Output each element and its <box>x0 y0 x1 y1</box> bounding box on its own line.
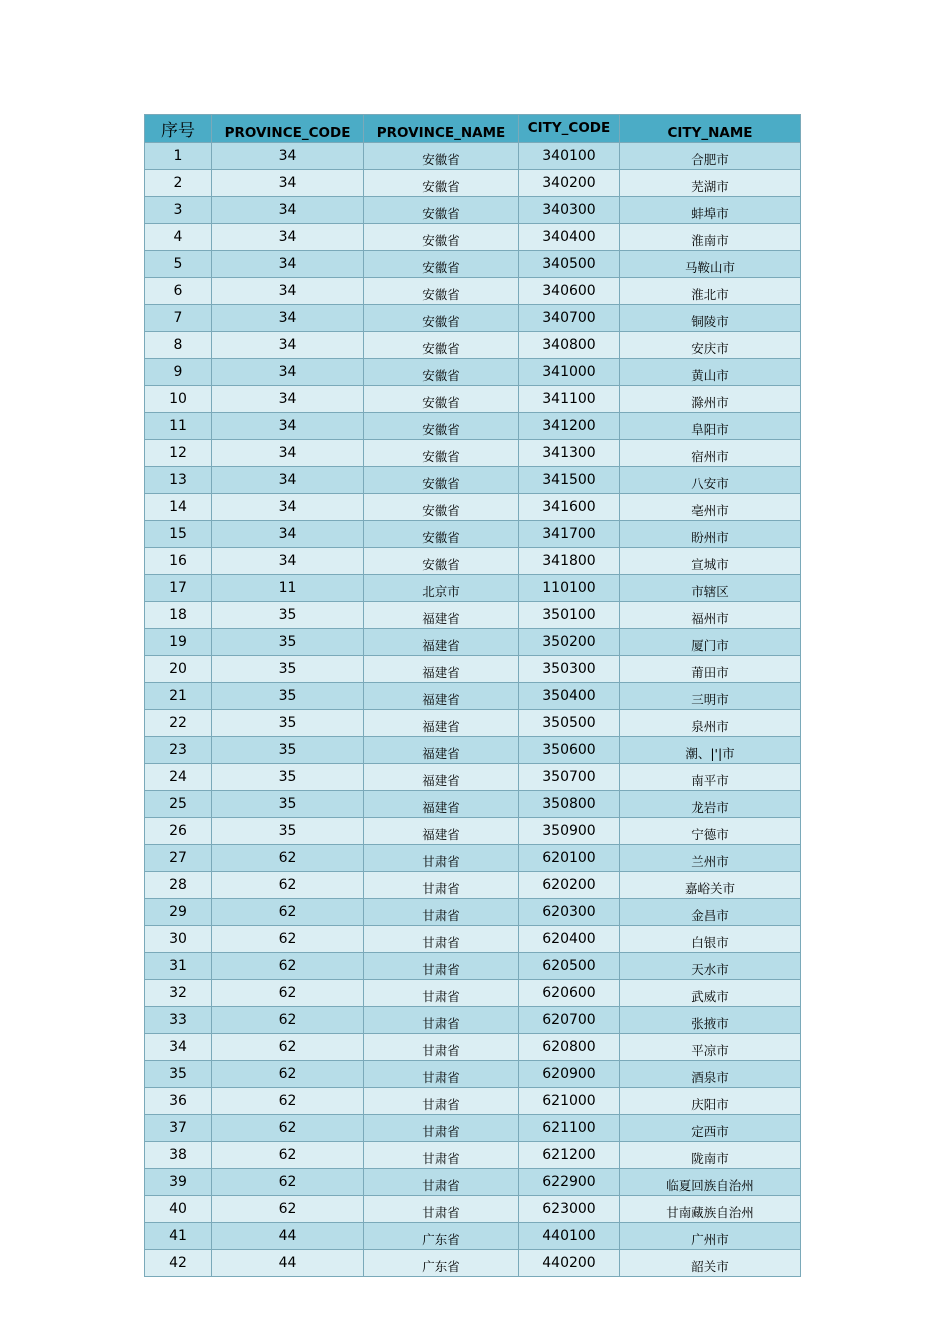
cell-city-name: 宁德市 <box>620 818 801 845</box>
cell-province-name: 福建省 <box>364 818 519 845</box>
cell-province-code: 62 <box>212 899 364 926</box>
cell-city-name: 亳州市 <box>620 494 801 521</box>
cell-province-name: 甘肃省 <box>364 845 519 872</box>
table-row <box>145 143 801 170</box>
table-row <box>145 170 801 197</box>
table-row <box>145 710 801 737</box>
table-row <box>145 1196 801 1223</box>
cell-seq: 20 <box>145 656 212 683</box>
cell-city-code: 340100 <box>519 143 620 170</box>
cell-province-code: 34 <box>212 467 364 494</box>
cell-city-name: 宿州市 <box>620 440 801 467</box>
cell-city-code: 340400 <box>519 224 620 251</box>
cell-city-code: 341500 <box>519 467 620 494</box>
table-row <box>145 467 801 494</box>
cell-province-code: 44 <box>212 1223 364 1250</box>
cell-city-code: 341000 <box>519 359 620 386</box>
cell-city-code: 350800 <box>519 791 620 818</box>
cell-city-code: 620100 <box>519 845 620 872</box>
cell-seq: 30 <box>145 926 212 953</box>
cell-seq: 18 <box>145 602 212 629</box>
table-row <box>145 305 801 332</box>
table-row <box>145 386 801 413</box>
table-row <box>145 440 801 467</box>
column-header-province-code: PROVINCE_CODE <box>212 115 364 143</box>
cell-seq: 19 <box>145 629 212 656</box>
cell-city-code: 340200 <box>519 170 620 197</box>
cell-city-name: 天水市 <box>620 953 801 980</box>
cell-city-name: 宣城市 <box>620 548 801 575</box>
cell-province-code: 62 <box>212 1196 364 1223</box>
cell-province-name: 甘肃省 <box>364 953 519 980</box>
cell-province-code: 62 <box>212 1142 364 1169</box>
cell-city-code: 341300 <box>519 440 620 467</box>
cell-seq: 21 <box>145 683 212 710</box>
cell-province-name: 北京市 <box>364 575 519 602</box>
column-header-seq: 序号 <box>145 115 212 143</box>
cell-province-name: 甘肃省 <box>364 1007 519 1034</box>
cell-city-code: 350200 <box>519 629 620 656</box>
cell-seq: 26 <box>145 818 212 845</box>
cell-seq: 2 <box>145 170 212 197</box>
cell-province-name: 安徽省 <box>364 494 519 521</box>
cell-city-name: 铜陵市 <box>620 305 801 332</box>
cell-city-name: 黄山市 <box>620 359 801 386</box>
cell-city-name: 淮北市 <box>620 278 801 305</box>
cell-province-name: 安徽省 <box>364 278 519 305</box>
column-header-city-code: CITY_CODE <box>519 115 620 143</box>
cell-city-name: 安庆市 <box>620 332 801 359</box>
cell-province-name: 安徽省 <box>364 359 519 386</box>
table-row <box>145 224 801 251</box>
cell-province-code: 62 <box>212 980 364 1007</box>
cell-province-code: 34 <box>212 359 364 386</box>
cell-city-name: 白银市 <box>620 926 801 953</box>
cell-city-code: 621000 <box>519 1088 620 1115</box>
cell-city-code: 620900 <box>519 1061 620 1088</box>
cell-province-code: 62 <box>212 1088 364 1115</box>
cell-seq: 3 <box>145 197 212 224</box>
table-row <box>145 1088 801 1115</box>
cell-city-name: 广州市 <box>620 1223 801 1250</box>
cell-province-code: 35 <box>212 710 364 737</box>
cell-province-name: 安徽省 <box>364 224 519 251</box>
cell-province-code: 34 <box>212 548 364 575</box>
cell-province-name: 安徽省 <box>364 332 519 359</box>
cell-province-code: 34 <box>212 278 364 305</box>
cell-city-name: 芜湖市 <box>620 170 801 197</box>
cell-seq: 8 <box>145 332 212 359</box>
cell-province-name: 安徽省 <box>364 170 519 197</box>
table-row <box>145 980 801 1007</box>
cell-province-code: 35 <box>212 629 364 656</box>
cell-province-name: 甘肃省 <box>364 1034 519 1061</box>
cell-province-name: 广东省 <box>364 1223 519 1250</box>
cell-province-name: 福建省 <box>364 629 519 656</box>
table-row <box>145 278 801 305</box>
cell-province-code: 34 <box>212 197 364 224</box>
cell-province-name: 福建省 <box>364 683 519 710</box>
cell-seq: 15 <box>145 521 212 548</box>
cell-seq: 40 <box>145 1196 212 1223</box>
cell-seq: 38 <box>145 1142 212 1169</box>
cell-city-name: 庆阳市 <box>620 1088 801 1115</box>
table-row <box>145 872 801 899</box>
cell-province-name: 安徽省 <box>364 548 519 575</box>
cell-city-code: 341100 <box>519 386 620 413</box>
cell-province-code: 35 <box>212 683 364 710</box>
table-row <box>145 791 801 818</box>
cell-province-code: 62 <box>212 872 364 899</box>
cell-city-name: 泉州市 <box>620 710 801 737</box>
cell-seq: 13 <box>145 467 212 494</box>
cell-province-name: 安徽省 <box>364 440 519 467</box>
cell-city-name: 福州市 <box>620 602 801 629</box>
cell-province-code: 62 <box>212 1115 364 1142</box>
cell-city-code: 620400 <box>519 926 620 953</box>
cell-city-name: 南平市 <box>620 764 801 791</box>
cell-seq: 35 <box>145 1061 212 1088</box>
cell-province-name: 甘肃省 <box>364 980 519 1007</box>
cell-city-code: 621100 <box>519 1115 620 1142</box>
cell-city-code: 341800 <box>519 548 620 575</box>
cell-seq: 9 <box>145 359 212 386</box>
cell-province-name: 安徽省 <box>364 413 519 440</box>
cell-province-name: 福建省 <box>364 791 519 818</box>
cell-seq: 27 <box>145 845 212 872</box>
cell-province-name: 福建省 <box>364 764 519 791</box>
cell-city-code: 620800 <box>519 1034 620 1061</box>
cell-province-name: 福建省 <box>364 656 519 683</box>
cell-city-code: 620200 <box>519 872 620 899</box>
cell-city-code: 340300 <box>519 197 620 224</box>
table-row <box>145 494 801 521</box>
table-row <box>145 845 801 872</box>
cell-city-code: 440200 <box>519 1250 620 1277</box>
table-row <box>145 764 801 791</box>
table-row <box>145 575 801 602</box>
cell-province-code: 62 <box>212 953 364 980</box>
cell-city-name: 市辖区 <box>620 575 801 602</box>
cell-province-code: 44 <box>212 1250 364 1277</box>
table-row <box>145 1007 801 1034</box>
cell-province-name: 安徽省 <box>364 305 519 332</box>
cell-city-code: 620700 <box>519 1007 620 1034</box>
cell-province-name: 安徽省 <box>364 197 519 224</box>
cell-city-name: 嘉峪关市 <box>620 872 801 899</box>
cell-city-name: 合肥市 <box>620 143 801 170</box>
cell-city-name: 定西市 <box>620 1115 801 1142</box>
cell-seq: 36 <box>145 1088 212 1115</box>
cell-seq: 4 <box>145 224 212 251</box>
cell-city-name: 甘南藏族自治州 <box>620 1196 801 1223</box>
cell-seq: 34 <box>145 1034 212 1061</box>
cell-province-code: 34 <box>212 386 364 413</box>
cell-province-code: 34 <box>212 440 364 467</box>
cell-city-code: 622900 <box>519 1169 620 1196</box>
cell-city-code: 350500 <box>519 710 620 737</box>
cell-city-name: 韶关市 <box>620 1250 801 1277</box>
cell-seq: 6 <box>145 278 212 305</box>
cell-province-code: 34 <box>212 251 364 278</box>
table-header-row <box>145 115 801 143</box>
cell-city-name: 金昌市 <box>620 899 801 926</box>
cell-city-name: 张掖市 <box>620 1007 801 1034</box>
cell-province-code: 34 <box>212 143 364 170</box>
cell-seq: 28 <box>145 872 212 899</box>
table-row <box>145 1115 801 1142</box>
cell-city-name: 兰州市 <box>620 845 801 872</box>
cell-province-name: 甘肃省 <box>364 872 519 899</box>
table-row <box>145 1250 801 1277</box>
table-row <box>145 683 801 710</box>
cell-seq: 17 <box>145 575 212 602</box>
cell-seq: 14 <box>145 494 212 521</box>
cell-city-name: 武威市 <box>620 980 801 1007</box>
cell-province-code: 34 <box>212 413 364 440</box>
cell-province-name: 甘肃省 <box>364 926 519 953</box>
cell-province-name: 甘肃省 <box>364 1142 519 1169</box>
table-row <box>145 332 801 359</box>
cell-city-code: 621200 <box>519 1142 620 1169</box>
cell-city-code: 341600 <box>519 494 620 521</box>
cell-city-code: 110100 <box>519 575 620 602</box>
cell-city-name: 蚌埠市 <box>620 197 801 224</box>
cell-province-name: 甘肃省 <box>364 1169 519 1196</box>
cell-province-code: 34 <box>212 224 364 251</box>
table-row <box>145 899 801 926</box>
cell-city-name: 平凉市 <box>620 1034 801 1061</box>
cell-province-code: 62 <box>212 845 364 872</box>
cell-city-code: 340500 <box>519 251 620 278</box>
cell-city-name: 酒泉市 <box>620 1061 801 1088</box>
table-row <box>145 251 801 278</box>
cell-province-code: 62 <box>212 1169 364 1196</box>
cell-province-name: 广东省 <box>364 1250 519 1277</box>
table-row <box>145 521 801 548</box>
cell-province-name: 福建省 <box>364 710 519 737</box>
cell-seq: 41 <box>145 1223 212 1250</box>
cell-seq: 11 <box>145 413 212 440</box>
cell-province-code: 35 <box>212 818 364 845</box>
cell-province-code: 11 <box>212 575 364 602</box>
cell-city-code: 350100 <box>519 602 620 629</box>
table-row <box>145 197 801 224</box>
cell-city-name: 潮、|'|市 <box>620 737 801 764</box>
cell-province-name: 安徽省 <box>364 251 519 278</box>
cell-province-code: 34 <box>212 494 364 521</box>
table-row <box>145 1061 801 1088</box>
cell-city-code: 623000 <box>519 1196 620 1223</box>
table-row <box>145 629 801 656</box>
cell-city-code: 341200 <box>519 413 620 440</box>
cell-province-code: 35 <box>212 602 364 629</box>
cell-province-name: 福建省 <box>364 737 519 764</box>
cell-province-name: 安徽省 <box>364 521 519 548</box>
cell-city-code: 620300 <box>519 899 620 926</box>
cell-city-name: 滁州市 <box>620 386 801 413</box>
cell-city-code: 620600 <box>519 980 620 1007</box>
cell-city-name: 盼州市 <box>620 521 801 548</box>
cell-province-name: 甘肃省 <box>364 1088 519 1115</box>
city-code-table <box>144 114 801 1277</box>
cell-province-code: 62 <box>212 926 364 953</box>
cell-province-code: 62 <box>212 1061 364 1088</box>
cell-seq: 12 <box>145 440 212 467</box>
cell-province-code: 35 <box>212 656 364 683</box>
cell-seq: 10 <box>145 386 212 413</box>
cell-province-code: 35 <box>212 791 364 818</box>
cell-province-name: 甘肃省 <box>364 899 519 926</box>
cell-city-name: 八安市 <box>620 467 801 494</box>
cell-city-name: 马鞍山市 <box>620 251 801 278</box>
cell-seq: 29 <box>145 899 212 926</box>
cell-city-code: 350900 <box>519 818 620 845</box>
cell-city-name: 淮南市 <box>620 224 801 251</box>
cell-province-code: 35 <box>212 764 364 791</box>
cell-province-name: 甘肃省 <box>364 1061 519 1088</box>
table-row <box>145 926 801 953</box>
cell-city-name: 厦门市 <box>620 629 801 656</box>
cell-seq: 22 <box>145 710 212 737</box>
table-row <box>145 413 801 440</box>
cell-province-code: 62 <box>212 1007 364 1034</box>
table-row <box>145 1142 801 1169</box>
cell-province-name: 安徽省 <box>364 467 519 494</box>
cell-city-code: 350600 <box>519 737 620 764</box>
cell-seq: 7 <box>145 305 212 332</box>
cell-province-code: 35 <box>212 737 364 764</box>
table-row <box>145 656 801 683</box>
table-row <box>145 1034 801 1061</box>
table-row <box>145 359 801 386</box>
cell-seq: 23 <box>145 737 212 764</box>
cell-city-name: 临夏回族自治州 <box>620 1169 801 1196</box>
cell-city-name: 三明市 <box>620 683 801 710</box>
cell-seq: 39 <box>145 1169 212 1196</box>
cell-seq: 1 <box>145 143 212 170</box>
table-row <box>145 602 801 629</box>
cell-city-code: 341700 <box>519 521 620 548</box>
cell-province-code: 62 <box>212 1034 364 1061</box>
cell-seq: 37 <box>145 1115 212 1142</box>
cell-city-code: 340700 <box>519 305 620 332</box>
table-body <box>145 143 801 1277</box>
cell-province-name: 甘肃省 <box>364 1115 519 1142</box>
cell-seq: 24 <box>145 764 212 791</box>
cell-seq: 16 <box>145 548 212 575</box>
cell-city-name: 陇南市 <box>620 1142 801 1169</box>
cell-seq: 42 <box>145 1250 212 1277</box>
cell-city-code: 350400 <box>519 683 620 710</box>
cell-city-name: 阜阳市 <box>620 413 801 440</box>
cell-province-name: 安徽省 <box>364 386 519 413</box>
table-row <box>145 1223 801 1250</box>
column-header-city-name: CITY_NAME <box>620 115 801 143</box>
cell-city-code: 620500 <box>519 953 620 980</box>
table-row <box>145 737 801 764</box>
cell-city-code: 350700 <box>519 764 620 791</box>
cell-province-code: 34 <box>212 170 364 197</box>
cell-city-code: 340800 <box>519 332 620 359</box>
cell-province-name: 甘肃省 <box>364 1196 519 1223</box>
table-row <box>145 1169 801 1196</box>
cell-city-code: 440100 <box>519 1223 620 1250</box>
cell-city-code: 340600 <box>519 278 620 305</box>
cell-seq: 32 <box>145 980 212 1007</box>
table-row <box>145 548 801 575</box>
cell-province-code: 34 <box>212 521 364 548</box>
cell-province-name: 福建省 <box>364 602 519 629</box>
cell-seq: 33 <box>145 1007 212 1034</box>
cell-province-name: 安徽省 <box>364 143 519 170</box>
table-row <box>145 953 801 980</box>
cell-seq: 31 <box>145 953 212 980</box>
table-row <box>145 818 801 845</box>
column-header-province-name: PROVINCE_NAME <box>364 115 519 143</box>
cell-city-name: 龙岩市 <box>620 791 801 818</box>
cell-province-code: 34 <box>212 305 364 332</box>
cell-province-code: 34 <box>212 332 364 359</box>
cell-seq: 25 <box>145 791 212 818</box>
cell-city-code: 350300 <box>519 656 620 683</box>
cell-city-name: 莆田市 <box>620 656 801 683</box>
cell-seq: 5 <box>145 251 212 278</box>
